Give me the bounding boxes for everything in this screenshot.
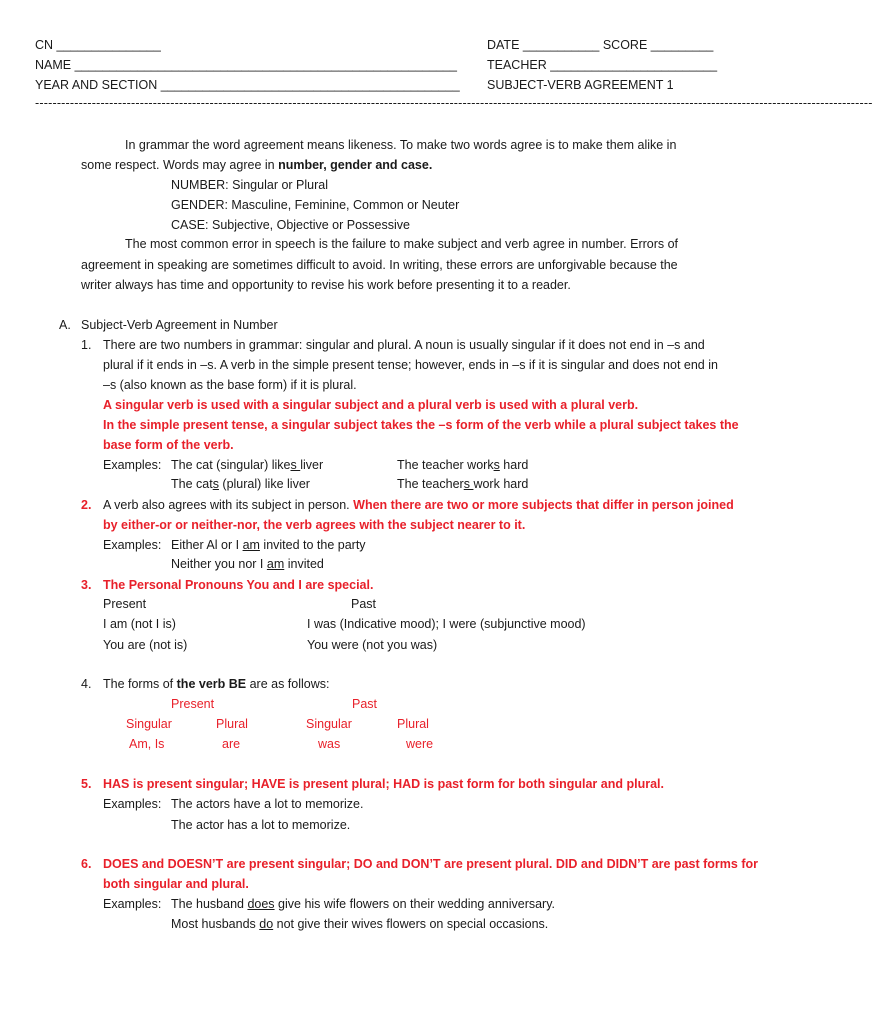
header-separator: ------------------------------------------------------------------------------------------------------------------------------------------------------------------------------------------------ [35,96,873,110]
item1-line2: plural if it ends in –s. A verb in the simple present tense; however, ends in –s if it is singular and does not end in [103,358,718,372]
item4-line [103,677,329,691]
present-heading: Present [103,597,147,611]
example-sentence [171,538,366,552]
date-score-field: DATE ___________ SCORE _________ [487,38,714,52]
item-number: 6. [81,857,92,871]
example-text: Neither you nor I [171,557,267,571]
example-sentence [171,477,310,491]
underlined-text: am [266,557,285,571]
example-text: give his wife flowers on their wedding anniversary. [274,897,556,911]
item-number: 1. [81,338,92,352]
intro-p2-line3: writer always has time and opportunity to revise his work before presenting it to a reader. [81,278,571,292]
example-text: not give their wives flowers on special occasions. [273,917,549,931]
example-sentence [171,557,324,571]
item1-rule1: A singular verb is used with a singular subject and a plural verb is used with a plural verb. [103,398,639,412]
item1-line3: –s (also known as the base form) if it is plural. [103,378,357,392]
item1-rule2-line1: In the simple present tense, a singular subject takes the –s form of the verb while a plural subject takes the [103,418,739,432]
example-text: invited [284,557,324,571]
example-text: The teacher work [397,458,494,472]
examples-label: Examples: [103,897,162,911]
underlined-text: s [212,477,219,491]
example-text: Most husbands [171,917,260,931]
item-number: 2. [81,498,92,512]
item4-text: The forms of [103,677,177,691]
intro-p2-line2: agreement in speaking are sometimes difficult to avoid. In writing, these errors are unforgivable because the [81,258,678,272]
examples-label: Examples: [103,458,162,472]
example-text: The cat [171,477,213,491]
examples-label: Examples: [103,797,162,811]
plural-heading: Plural [216,717,248,731]
example-sentence [397,458,528,472]
item6-title-line2: both singular and plural. [103,877,249,891]
example-sentence [171,897,555,911]
intro-text: some respect. Words may agree in [81,158,279,172]
example-text: liver [300,458,324,472]
item-number: 3. [81,578,92,592]
intro-p2-line1: The most common error in speech is the failure to make subject and verb agree in number. Errors of [125,237,679,251]
item2-text: A verb also agrees with its subject in person. [103,498,354,512]
verb-form: Am, Is [129,737,165,751]
underlined-text: am [242,538,260,552]
verb-form: was [318,737,341,751]
underlined-text: do [259,917,274,931]
example-sentence [171,458,323,472]
name-field: NAME _______________________________________________________ [35,58,457,72]
intro-p1-line2 [81,158,432,172]
past-form: I was (Indicative mood); I were (subjunctive mood) [307,617,586,631]
example-text: Either Al or I [171,538,243,552]
singular-heading: Singular [306,717,352,731]
item1-rule2-line2: base form of the verb. [103,438,234,452]
teacher-field: TEACHER ________________________ [487,58,718,72]
singular-heading: Singular [126,717,172,731]
item6-title-line1: DOES and DOESN’T are present singular; DO and DON’T are present plural. DID and DIDN’T are past forms for [103,857,758,871]
section-a-marker: A. [59,318,71,332]
number-definition: NUMBER: Singular or Plural [171,178,328,192]
past-heading: Past [351,597,377,611]
example-text: work hard [473,477,529,491]
underlined-text: s [290,458,301,472]
present-form: I am (not I is) [103,617,176,631]
verb-form: were [406,737,434,751]
example-text: The husband [171,897,248,911]
item4-bold-text: the verb BE [176,677,247,691]
examples-label: Examples: [103,538,162,552]
example-text: (plural) like liver [218,477,310,491]
present-heading: Present [171,697,215,711]
example-sentence: The actor has a lot to memorize. [171,818,351,832]
example-text: hard [499,458,529,472]
item2-line1 [103,498,734,512]
gender-definition: GENDER: Masculine, Feminine, Common or Neuter [171,198,460,212]
section-a-title: Subject-Verb Agreement in Number [81,318,278,332]
underlined-text: s [493,458,500,472]
item-number: 4. [81,677,92,691]
example-text: The cat (singular) like [171,458,291,472]
past-form: You were (not you was) [307,638,438,652]
cn-field: CN _______________ [35,38,161,52]
item5-title: HAS is present singular; HAVE is present plural; HAD is past form for both singular and plural. [103,777,664,791]
past-heading: Past [352,697,378,711]
underlined-text: s [463,477,474,491]
intro-p1-line1: In grammar the word agreement means likeness. To make two words agree is to make them alike in [125,138,677,152]
example-text: The teacher [397,477,464,491]
worksheet-title: SUBJECT-VERB AGREEMENT 1 [487,78,674,92]
item2-rule-text: When there are two or more subjects that differ in person joined [353,498,734,512]
item3-title: The Personal Pronouns You and I are special. [103,578,374,592]
example-text: invited to the party [259,538,366,552]
example-sentence: The actors have a lot to memorize. [171,797,364,811]
item2-line2: by either-or or neither-nor, the verb agrees with the subject nearer to it. [103,518,526,532]
verb-form: are [222,737,241,751]
item-number: 5. [81,777,92,791]
example-sentence [397,477,528,491]
plural-heading: Plural [397,717,429,731]
underlined-text: does [247,897,275,911]
present-form: You are (not is) [103,638,188,652]
example-sentence [171,917,548,931]
item4-text: are as follows: [246,677,330,691]
item1-line1: There are two numbers in grammar: singular and plural. A noun is usually singular if it does not end in –s and [103,338,705,352]
case-definition: CASE: Subjective, Objective or Possessive [171,218,410,232]
year-section-field: YEAR AND SECTION ___________________________________________ [35,78,460,92]
intro-bold-text: number, gender and case. [278,158,433,172]
